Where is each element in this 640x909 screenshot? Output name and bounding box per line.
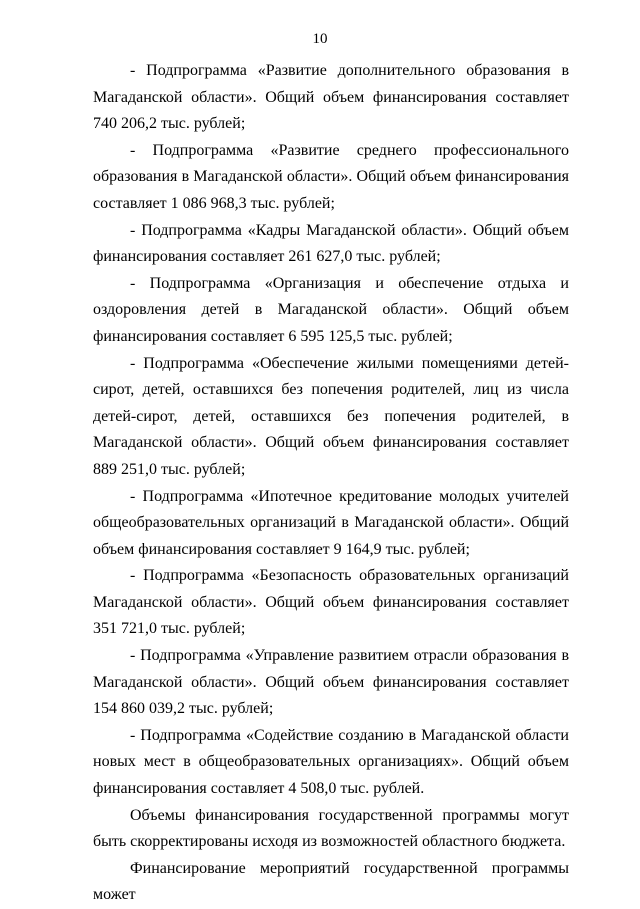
document-body [93,58,569,909]
paragraph-subprogram-vocational-education: - Подпрограмма «Развитие среднего профессионального образования в Магаданской области». Общий объем финансирования составляет 1 086 968,3 тыс. рублей; [93,141,569,212]
paragraph-subprogram-personnel: - Подпрограмма «Кадры Магаданской области». Общий объем финансирования составляет 261 627,0 тыс. рублей; [93,221,569,266]
paragraph-subprogram-orphan-housing: - Подпрограмма «Обеспечение жилыми помещениями детей-сирот, детей, оставшихся без попечения родителей, лиц из числа детей-сирот, детей, оставшихся без попечения родителей, в Магаданской области». Общий объем финансирования составляет 889 251,0 тыс. рублей; [93,354,569,478]
paragraph-funding-adjustment: Объемы финансирования государственной программы могут быть скорректированы исходя из возможностей областного бюджета. [93,806,569,851]
paragraph-subprogram-new-school-places: - Подпрограмма «Содействие созданию в Магаданской области новых мест в общеобразовательных организациях». Общий объем финансирования составляет 4 508,0 тыс. рублей. [93,726,569,798]
paragraph-subprogram-teacher-mortgage: - Подпрограмма «Ипотечное кредитование молодых учителей общеобразовательных организаций в Магаданской области». Общий объем финансирования составляет 9 164,9 тыс. рублей; [93,487,569,558]
page-number: 10 [312,31,328,47]
paragraph-subprogram-additional-education: - Подпрограмма «Развитие дополнительного образования в Магаданской области». Общий объем финансирования составляет 740 206,2 тыс. рублей; [93,62,569,133]
paragraph-subprogram-school-safety: - Подпрограмма «Безопасность образовательных организаций Магаданской области». Общий объем финансирования составляет 351 721,0 тыс. рублей; [93,567,569,638]
paragraph-subprogram-education-management: - Подпрограмма «Управление развитием отрасли образования в Магаданской области». Общий объем финансирования составляет 154 860 039,2 тыс. рублей; [93,647,569,718]
paragraph-funding-continued: Финансирование мероприятий государственной программы может [93,859,569,904]
paragraph-subprogram-children-recreation: - Подпрограмма «Организация и обеспечение отдыха и оздоровления детей в Магаданской области». Общий объем финансирования составляет 6 595 125,5 тыс. рублей; [93,274,569,345]
